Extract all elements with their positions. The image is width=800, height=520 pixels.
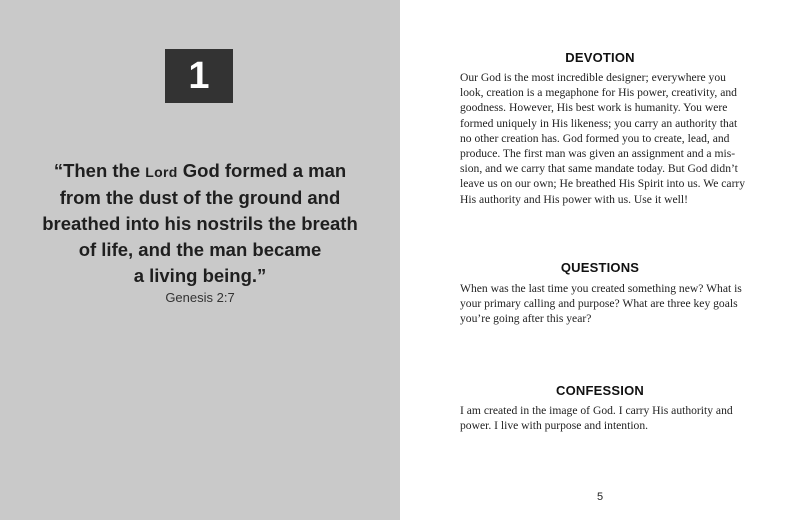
devotion-line: goodness. However, His best work is humanity. You were (460, 101, 728, 115)
devotion-line: leave us on our own; He breathed His Spirit into us. We carry (460, 177, 746, 191)
questions-heading: QUESTIONS (560, 260, 640, 275)
scripture-reference: Genesis 2:7 (165, 290, 235, 305)
devotion-line: sion, and we carry that same mandate today. But God didn’t (460, 162, 738, 176)
day-number-badge: 1 (165, 49, 233, 103)
scripture-verse (30, 158, 370, 289)
questions-body (460, 281, 760, 327)
devotion-line: no other creation has. God formed you to create, lead, and (460, 131, 730, 145)
confession-body (460, 403, 760, 433)
devotion-heading: DEVOTION (565, 50, 635, 65)
questions-line: you’re going after this year? (460, 312, 592, 326)
questions-line: When was the last time you created something new? What is (460, 282, 742, 295)
devotion-line: His authority and His power with us. Use it well! (460, 192, 688, 206)
verse-line-2: from the dust of the ground and (59, 187, 341, 208)
confession-line: I am created in the image of God. I carry His authority and (460, 404, 733, 417)
devotion-body (460, 70, 760, 207)
devotion-line: formed uniquely in His likeness; you carry an authority that (460, 116, 738, 130)
right-page (400, 0, 800, 520)
page-number: 5 (596, 491, 604, 503)
verse-lord: Lord (145, 164, 178, 180)
verse-line-3: breathed into his nostrils the breath (42, 213, 358, 234)
devotion-line: Our God is the most incredible designer; everywhere you (460, 71, 726, 84)
verse-line-1 (30, 158, 370, 185)
verse-open: “Then the (53, 160, 146, 181)
questions-line: your primary calling and purpose? What are three key goals (460, 297, 738, 311)
verse-line-5: a living being.” (133, 265, 267, 286)
devotion-line: produce. The first man was given an assignment and a mis- (460, 147, 736, 161)
devotion-line: look, creation is a megaphone for His power, creativity, and (460, 86, 737, 100)
verse-line-4: of life, and the man became (78, 239, 322, 260)
confession-line: power. I live with purpose and intention. (460, 419, 649, 433)
confession-heading: CONFESSION (556, 383, 644, 398)
verse-line-1-rest: God formed a man (177, 160, 347, 181)
